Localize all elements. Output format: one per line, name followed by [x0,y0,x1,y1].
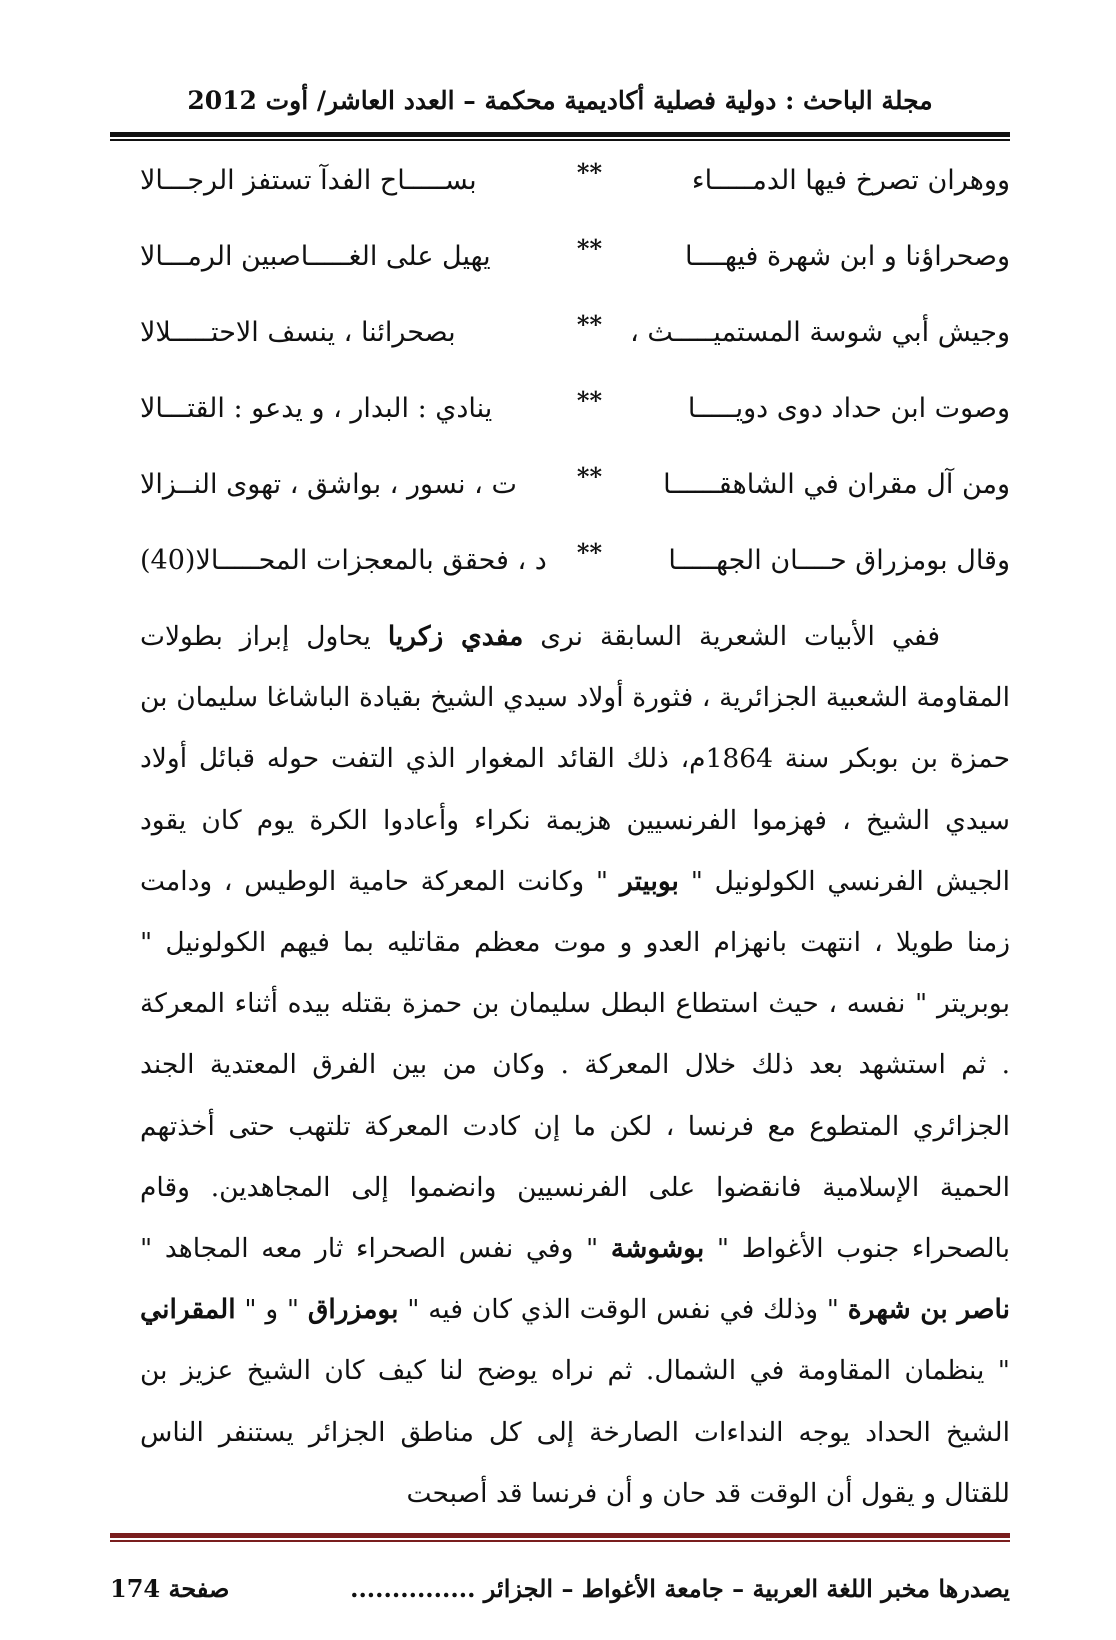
text-run: " وكانت المعركة حامية الوطيس ، ودامت زمنا طويلا ، انتهت بانهزام العدو و موت معظم مقاتليه بما فيهم الكولونيل " بوبريتر " نفسه ، حيث استطاع البطل سليمان بن حمزة بقتله بيده أثناء المعركة . ثم استشهد بعد ذلك خلال المعركة . وكان من بين الفرق المعتدية الجند الجزائري المتطوع مع فرنسا ، لكن ما إن كادت المعركة تلتهب حتى أخذتهم الحمية الإسلامية فانقضوا على الفرنسيين وانضموا إلى المجاهدين. وقام بالصحراء جنوب الأغواط " [140,865,1010,1265]
footer-rule-thick [110,1533,1010,1538]
text-run: " ينظمان المقاومة في الشمال. ثم نراه يوضح لنا كيف كان الشيخ عزيز بن الشيخ الحداد يوجه النداءات الصارخة إلى كل مناطق الجزائر يستنفر الناس للقتال و يقول أن الوقت قد حان و أن فرنسا قد أصبحت [140,1355,1010,1509]
verse-line [140,530,1010,606]
verse-first-hemistich: ومن آل مقران في الشاهقــــــا [663,469,1010,500]
footer-rule-thin [110,1540,1010,1542]
verse-separator: ** [576,234,602,263]
verse-separator: ** [576,538,602,567]
verse-second-hemistich: ت ، نسور ، بواشق ، تهوى النــزالا [140,469,517,500]
verse-line [140,226,1010,302]
verse-first-hemistich: وقال بومزراق حــــان الجهـــــا [668,545,1010,576]
text-run: ففي الأبيات الشعرية السابقة نرى [540,621,940,652]
bold-name: المقراني [140,1294,236,1326]
header-rule-thin [110,139,1010,141]
body-text [140,606,1010,1524]
verse-first-hemistich: وصوت ابن حداد دوى دويـــــا [687,393,1010,424]
bold-name: بوبيتر [619,865,679,897]
footer-publisher: يصدرها مخبر اللغة العربية – جامعة الأغواط – الجزائر ............... [350,1574,1010,1603]
bold-name: ناصر بن شهرة [847,1294,1010,1326]
verse-separator: ** [576,386,602,415]
verse-second-hemistich: بصحرائنا ، ينسف الاحتـــــلالا [140,317,456,348]
body-paragraph [140,606,1010,1524]
verse-second-hemistich: ينادي : البدار ، و يدعو : القتـــالا [140,393,493,424]
bold-name: بومزراق [307,1294,399,1326]
verse-first-hemistich: ووهران تصرخ فيها الدمـــــاء [691,165,1010,196]
verse-second-hemistich: بســـــاح الفدآ تستفز الرجـــالا [140,165,477,196]
journal-header: مجلة الباحث : دولية فصلية أكاديمية محكمة – العدد العاشر/ أوت 2012 [187,86,933,115]
bold-name: بوشوشة [610,1233,705,1265]
verse-separator: ** [576,310,602,339]
verse-first-hemistich: وجيش أبي شوسة المستميـــــث ، [630,317,1010,348]
page-number: صفحة 174 [110,1574,230,1603]
poem-verses [140,150,1010,606]
verse-line [140,302,1010,378]
verse-second-hemistich: د ، فحقق بالمعجزات المحـــــالا(40) [140,545,547,576]
text-run: يحاول إبراز بطولات المقاومة الشعبية الجزائرية ، فثورة أولاد سيدي الشيخ بقيادة الباشاغا سليمان بن حمزة بن بوبكر سنة 1864م، ذلك القائد المغوار الذي التفت حوله قبائل أولاد سيدي الشيخ ، فهزموا الفرنسيين هزيمة نكراء وأعادوا الكرة يوم كان يقود الجيش الفرنسي الكولونيل " [140,621,1010,897]
verse-line [140,378,1010,454]
verse-second-hemistich: يهيل على الغـــــاصبين الرمـــالا [140,241,491,272]
text-run: " و " [244,1294,300,1326]
verse-separator: ** [576,158,602,187]
verse-separator: ** [576,462,602,491]
verse-line [140,454,1010,530]
verse-first-hemistich: وصحراؤنا و ابن شهرة فيهــــا [685,241,1010,272]
header-rule-thick [110,132,1010,137]
text-run: " وفي نفس الصحراء ثار معه المجاهد " [140,1233,599,1265]
bold-name: مفدي زكريا [387,621,524,652]
text-run: " وذلك في نفس الوقت الذي كان فيه " [407,1294,839,1326]
verse-line [140,150,1010,226]
